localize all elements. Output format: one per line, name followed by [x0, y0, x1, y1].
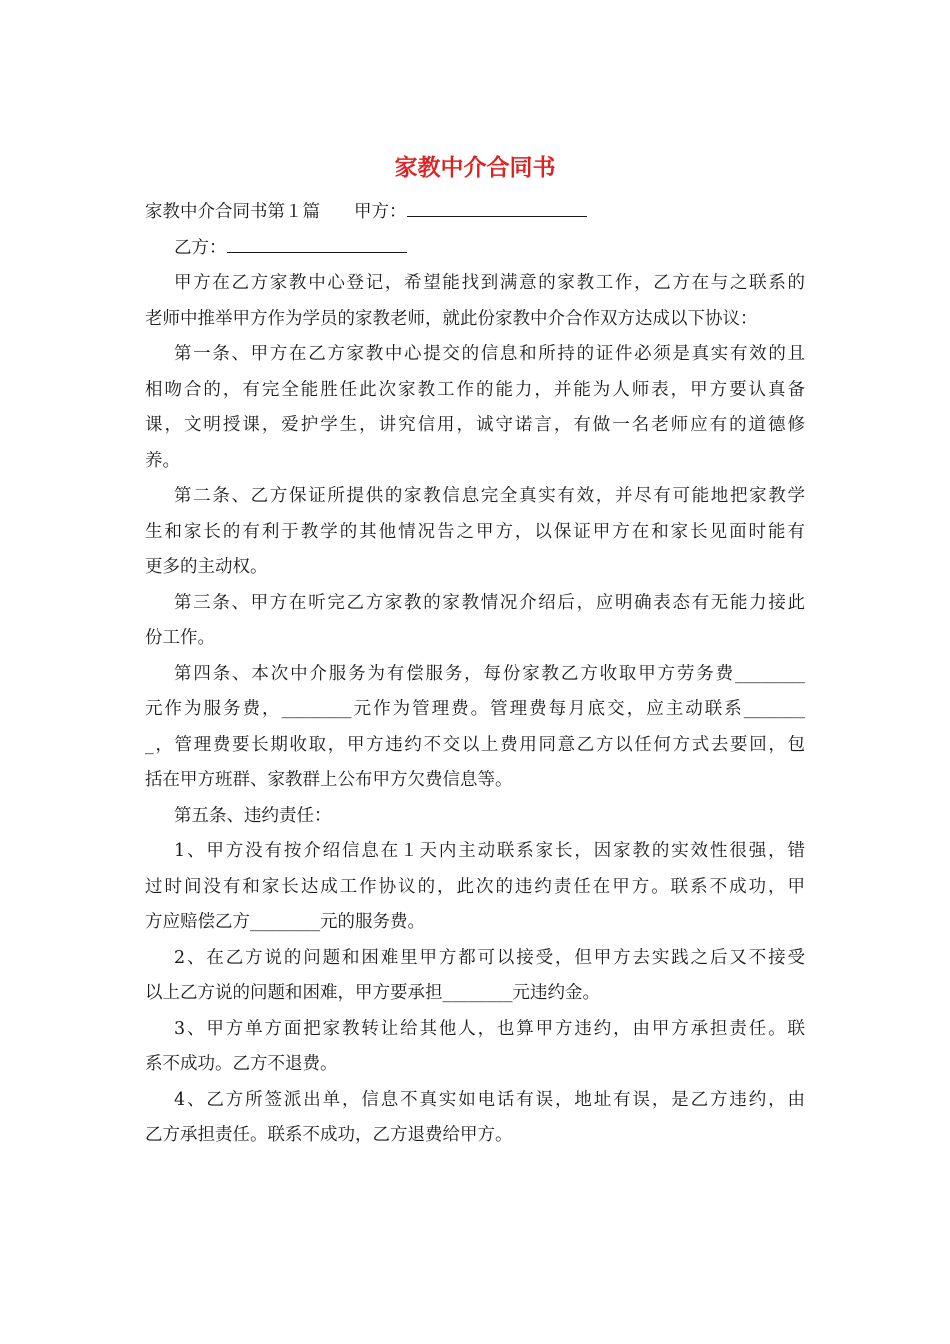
heading-number: 家教中介合同书第１篇 [145, 202, 320, 222]
heading-line [145, 195, 805, 231]
contract-line: 第一条、甲方在乙方家教中心提交的信息和所持的证件必须是真实有效的且 [174, 344, 805, 364]
party-b-blank [227, 234, 407, 253]
contract-paragraphs [145, 266, 805, 1154]
contract-line: 4、乙方所签派出单，信息不真实如电话有误，地址有误，是乙方违约，由 [174, 1089, 805, 1110]
party-b-line [145, 231, 805, 267]
contract-line: 生和家长的有利于教学的其他情况告之甲方，以保证甲方在和家长见面时能有 [145, 521, 805, 542]
document-body [145, 195, 805, 1154]
contract-line: 乙方承担责任。联系不成功，乙方退费给甲方。 [145, 1125, 513, 1145]
party-b-label: 乙方： [174, 237, 227, 258]
contract-line: 1、甲方没有按介绍信息在１天内主动联系家长，因家教的实效性很强，错 [174, 841, 805, 861]
document-title: 家教中介合同书 [394, 154, 556, 181]
contract-line: 课，文明授课，爱护学生，讲究信用，诚守诺言，有做一名老师应有的道德修 [145, 415, 805, 435]
party-a-blank [407, 198, 587, 217]
contract-line: 养。 [145, 450, 180, 471]
contract-line: 第三条、甲方在听完乙方家教的家教情况介绍后，应明确表态有无能力接此 [174, 592, 805, 613]
contract-line: 3、甲方单方面把家教转让给其他人，也算甲方违约，由甲方承担责任。联 [174, 1018, 805, 1039]
contract-line: 括在甲方班群、家教群上公布甲方欠费信息等。 [145, 770, 513, 790]
contract-line: 相吻合的，有完全能胜任此次家教工作的能力，并能为人师表，甲方要认真备 [145, 379, 805, 400]
contract-line: _，管理费要长期收取，甲方违约不交以上费用同意乙方以任何方式去要回，包 [145, 734, 805, 755]
contract-line: 以上乙方说的问题和困难，甲方要承担________元违约金。 [145, 983, 600, 1003]
contract-line: 第二条、乙方保证所提供的家教信息完全真实有效，并尽有可能地把家教学 [174, 486, 805, 506]
contract-line: 第四条、本次中介服务为有偿服务，每份家教乙方收取甲方劳务费________ [174, 663, 805, 684]
party-a-label: 甲方： [354, 202, 407, 222]
contract-line: 方应赔偿乙方________元的服务费。 [145, 912, 425, 932]
contract-line: 系不成功。乙方不退费。 [145, 1054, 338, 1074]
contract-line: 2、在乙方说的问题和困难里甲方都可以接受，但甲方去实践之后又不接受 [174, 947, 805, 968]
contract-line: 老师中推举甲方作为学员的家教老师，就此份家教中介合作双方达成以下协议： [145, 308, 758, 329]
contract-line: 份工作。 [145, 628, 215, 648]
contract-line: 甲方在乙方家教中心登记，希望能找到满意的家教工作，乙方在与之联系的 [174, 273, 805, 293]
contract-line: 元作为服务费，________元作为管理费。管理费每月底交，应主动联系_______ [145, 699, 805, 719]
contract-line: 过时间没有和家长达成工作协议的，此次的违约责任在甲方。联系不成功，甲 [145, 876, 805, 897]
contract-line: 更多的主动权。 [145, 557, 268, 577]
contract-line: 第五条、违约责任： [174, 805, 332, 826]
